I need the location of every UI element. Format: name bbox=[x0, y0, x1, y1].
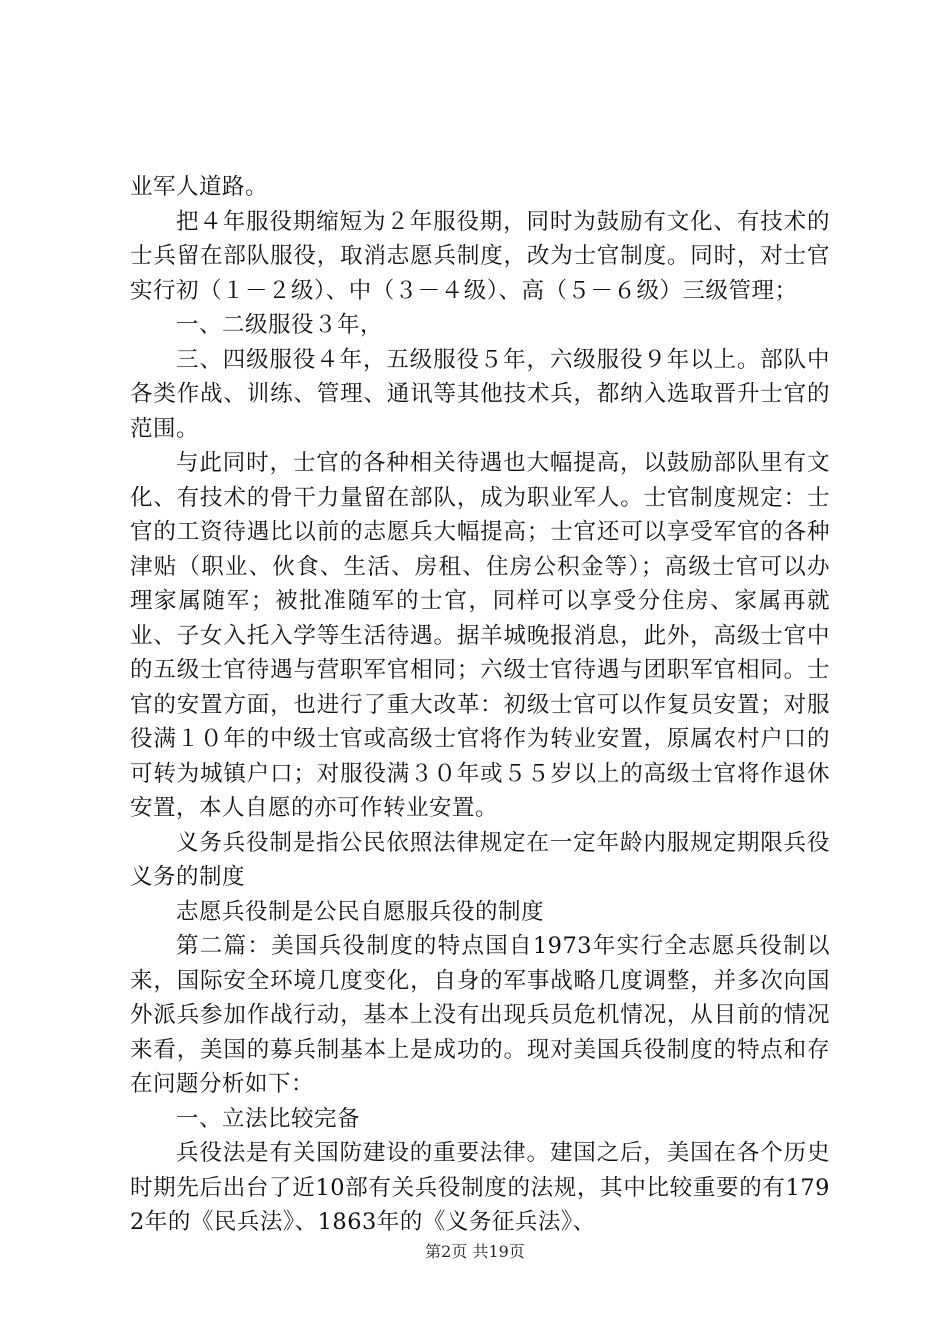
paragraph: 一、二级服役３年， bbox=[176, 312, 384, 338]
paragraph: 三、四级服役４年，五级服役５年，六级服役９年以上。部队中各类作战、训练、管理、通讯等其他技术兵，都纳入选取晋升士官的范围。 bbox=[130, 346, 830, 442]
document-body bbox=[130, 170, 830, 1240]
section-heading: 一、立法比较完备 bbox=[176, 1105, 361, 1132]
paragraph: 志愿兵役制是公民自愿服兵役的制度 bbox=[176, 898, 545, 925]
paragraph: 与此同时，士官的各种相关待遇也大幅提高，以鼓励部队里有文化、有技术的骨干力量留在部队，成为职业军人。士官制度规定：士官的工资待遇比以前的志愿兵大幅提高；士官还可以享受军官的各种津贴（职业、伙食、生活、房租、住房公积金等）；高级士官可以办理家属随军；被批准随军的士官，同样可以享受分住房、家属再就业、子女入托入学等生活待遇。据羊城晚报消息，此外，高级士官中的五级士官待遇与营职军官相同；六级士官待遇与团职军官相同。士官的安置方面，也进行了重大改革：初级士官可以作复员安置；对服役满１０年的中级士官或高级士官将作为转业安置，原属农村户口的可转为城镇户口；对服役满３０年或５５岁以上的高级士官将作退休安置，本人自愿的亦可作转业安置。 bbox=[130, 450, 830, 821]
paragraph: 兵役法是有关国防建设的重要法律。建国之后，美国在各个历史时期先后出台了近10部有关兵役制度的法规，其中比较重要的有1792年的《民兵法》、1863年的《义务征兵法》、 bbox=[130, 1140, 830, 1235]
page-number-footer: 第2页 共19页 bbox=[425, 1242, 525, 1261]
paragraph: 业军人道路。 bbox=[130, 174, 269, 200]
paragraph: 把４年服役期缩短为２年服役期，同时为鼓励有文化、有技术的士兵留在部队服役，取消志愿兵制度，改为士官制度。同时，对士官实行初（１－２级）、中（３－４级）、高（５－６级）三级管理； bbox=[130, 208, 830, 304]
paragraph: 义务兵役制是指公民依照法律规定在一定年龄内服规定期限兵役义务的制度 bbox=[130, 829, 830, 890]
paragraph: 第二篇：美国兵役制度的特点国自1973年实行全志愿兵役制以来，国际安全环境几度变化，自身的军事战略几度调整，并多次向国外派兵参加作战行动，基本上没有出现兵员危机情况，从目前的情况来看，美国的募兵制基本上是成功的。现对美国兵役制度的特点和存在问题分析如下： bbox=[130, 933, 830, 1097]
